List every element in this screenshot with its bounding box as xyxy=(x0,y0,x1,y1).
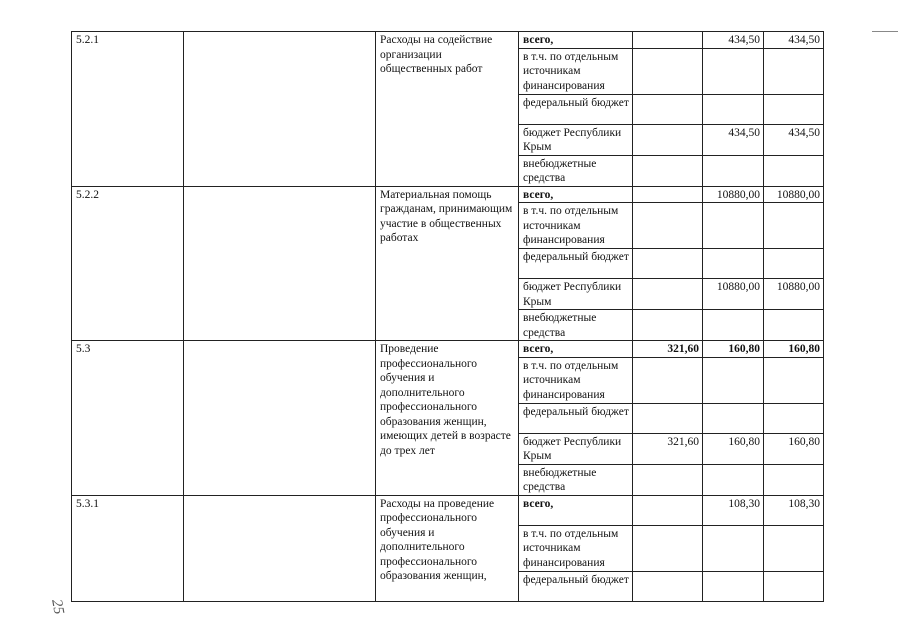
value-cell-2 xyxy=(703,310,764,341)
value-cell-1 xyxy=(633,310,703,341)
value-cell-2 xyxy=(703,203,764,249)
value-cell-1 xyxy=(633,357,703,403)
value-cell-2: 434,50 xyxy=(703,124,764,155)
executor-cell xyxy=(184,32,376,187)
funding-source-cell: внебюджетные средства xyxy=(519,464,633,495)
funding-source-cell: федеральный бюджет xyxy=(519,571,633,601)
value-cell-2 xyxy=(703,357,764,403)
funding-source-cell: бюджет Республики Крым xyxy=(519,279,633,310)
value-cell-3 xyxy=(764,357,824,403)
funding-source-cell: федеральный бюджет xyxy=(519,249,633,279)
value-cell-2: 108,30 xyxy=(703,495,764,525)
value-cell-1 xyxy=(633,48,703,94)
value-cell-1 xyxy=(633,495,703,525)
item-number-cell: 5.3 xyxy=(72,341,184,496)
funding-source-cell: в т.ч. по отдельным источникам финансирования xyxy=(519,48,633,94)
funding-source-cell: всего, xyxy=(519,186,633,203)
table-row-total xyxy=(72,341,824,358)
item-number-cell: 5.2.1 xyxy=(72,32,184,187)
value-cell-2 xyxy=(703,249,764,279)
funding-source-cell: в т.ч. по отдельным источникам финансирования xyxy=(519,357,633,403)
value-cell-2 xyxy=(703,464,764,495)
budget-table-body xyxy=(72,32,824,602)
value-cell-2 xyxy=(703,155,764,186)
value-cell-1 xyxy=(633,525,703,571)
item-name-cell: Материальная помощь гражданам, принимающим участие в общественных работах xyxy=(376,186,519,341)
value-cell-3: 434,50 xyxy=(764,32,824,49)
table-row-total xyxy=(72,495,824,525)
value-cell-3 xyxy=(764,94,824,124)
value-cell-1 xyxy=(633,464,703,495)
funding-source-cell: бюджет Республики Крым xyxy=(519,124,633,155)
value-cell-3 xyxy=(764,310,824,341)
value-cell-3 xyxy=(764,525,824,571)
executor-cell xyxy=(184,341,376,496)
value-cell-2: 10880,00 xyxy=(703,279,764,310)
executor-cell xyxy=(184,186,376,341)
item-number-cell: 5.2.2 xyxy=(72,186,184,341)
item-name-cell: Проведение профессионального обучения и дополнительного профессионального образования женщин, имеющих детей в возрасте до трех лет xyxy=(376,341,519,496)
funding-source-cell: в т.ч. по отдельным источникам финансирования xyxy=(519,203,633,249)
funding-source-cell: федеральный бюджет xyxy=(519,403,633,433)
value-cell-1 xyxy=(633,124,703,155)
funding-source-cell: в т.ч. по отдельным источникам финансирования xyxy=(519,525,633,571)
value-cell-2 xyxy=(703,94,764,124)
value-cell-3: 434,50 xyxy=(764,124,824,155)
value-cell-3 xyxy=(764,155,824,186)
value-cell-1 xyxy=(633,186,703,203)
value-cell-2 xyxy=(703,48,764,94)
value-cell-3 xyxy=(764,403,824,433)
value-cell-1: 321,60 xyxy=(633,433,703,464)
value-cell-3: 10880,00 xyxy=(764,186,824,203)
value-cell-1 xyxy=(633,32,703,49)
value-cell-2 xyxy=(703,571,764,601)
item-name-cell: Расходы на проведение профессионального обучения и дополнительного профессионального образования женщин, xyxy=(376,495,519,601)
value-cell-1 xyxy=(633,279,703,310)
value-cell-1 xyxy=(633,94,703,124)
value-cell-1: 321,60 xyxy=(633,341,703,358)
budget-table xyxy=(71,31,824,602)
value-cell-2: 160,80 xyxy=(703,341,764,358)
value-cell-1 xyxy=(633,571,703,601)
funding-source-cell: всего, xyxy=(519,32,633,49)
value-cell-2 xyxy=(703,525,764,571)
value-cell-1 xyxy=(633,249,703,279)
funding-source-cell: внебюджетные средства xyxy=(519,310,633,341)
funding-source-cell: бюджет Республики Крым xyxy=(519,433,633,464)
value-cell-1 xyxy=(633,155,703,186)
value-cell-3 xyxy=(764,203,824,249)
item-name-cell: Расходы на содействие организации общественных работ xyxy=(376,32,519,187)
stray-scan-line xyxy=(872,31,898,32)
value-cell-2: 10880,00 xyxy=(703,186,764,203)
table-row-total xyxy=(72,32,824,49)
executor-cell xyxy=(184,495,376,601)
value-cell-3: 160,80 xyxy=(764,341,824,358)
value-cell-1 xyxy=(633,403,703,433)
value-cell-1 xyxy=(633,203,703,249)
funding-source-cell: федеральный бюджет xyxy=(519,94,633,124)
handwritten-page-number: 25 xyxy=(48,598,67,616)
value-cell-3: 108,30 xyxy=(764,495,824,525)
value-cell-3 xyxy=(764,571,824,601)
value-cell-2 xyxy=(703,403,764,433)
table-row-total xyxy=(72,186,824,203)
item-number-cell: 5.3.1 xyxy=(72,495,184,601)
value-cell-2: 434,50 xyxy=(703,32,764,49)
value-cell-3: 160,80 xyxy=(764,433,824,464)
funding-source-cell: всего, xyxy=(519,495,633,525)
funding-source-cell: внебюджетные средства xyxy=(519,155,633,186)
value-cell-3: 10880,00 xyxy=(764,279,824,310)
funding-source-cell: всего, xyxy=(519,341,633,358)
value-cell-3 xyxy=(764,48,824,94)
value-cell-3 xyxy=(764,249,824,279)
value-cell-3 xyxy=(764,464,824,495)
value-cell-2: 160,80 xyxy=(703,433,764,464)
